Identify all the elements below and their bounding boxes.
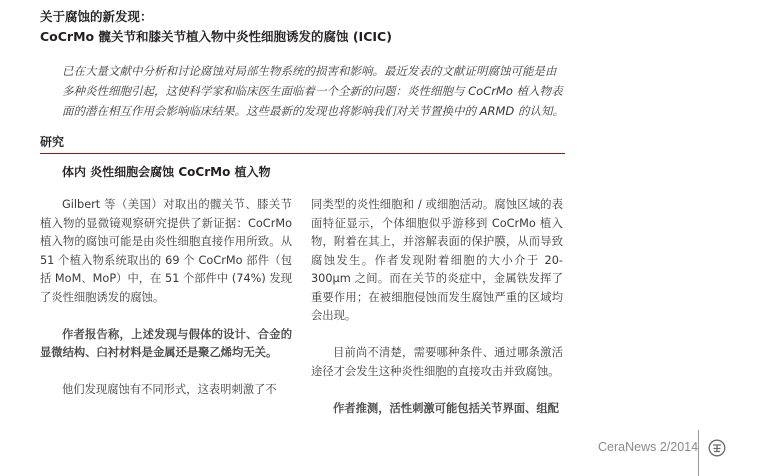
- section-divider: [40, 153, 565, 154]
- article-title-line-1: 关于腐蚀的新发现：: [40, 9, 153, 24]
- left-column: [40, 196, 292, 400]
- publication-footer: CeraNews 2/2014: [598, 440, 699, 454]
- right-column: [311, 196, 563, 418]
- article-title-line-2: CoCrMo 髋关节和膝关节植入物中炎性细胞诱发的腐蚀 (ICIC): [40, 29, 392, 44]
- right-paragraph-1: 同类型的炎性细胞和 / 或细胞活动。腐蚀区域的表面特征显示，个体细胞似乎游移到 CoCrMo 植入物，附着在其上，并溶解表面的保护膜，从而导致腐蚀发生。作者发现附着细胞的大小介于 20-300μm 之间。而在关节的炎症中，金属铁发挥了重要作用；在被细胞侵蚀而发生腐蚀严重的区域均会出现。: [311, 198, 563, 322]
- right-paragraph-2: 目前尚不清楚，需要哪种条件、通过哪条激活途径才会发生这种炎性细胞的直接攻击并致腐蚀。: [311, 346, 563, 378]
- ceramtec-logo-icon: [708, 439, 726, 457]
- intro-paragraph: 已在大量文献中分析和讨论腐蚀对局部生物系统的损害和影响。最近发表的文献证明腐蚀可能是由多种炎性细胞引起，这使科学家和临床医生面临着一个全新的问题：炎性细胞与 CoCrMo 植入物表面的潜在相互作用会影响临床结果。这些最新的发现也将影响我们对关节置换中的 ARMD 的认知。: [62, 64, 564, 118]
- left-paragraph-1: Gilbert 等（美国）对取出的髋关节、膝关节植入物的显微镜观察研究提供了新证据：CoCrMo 植入物的腐蚀可能是由炎性细胞直接作用所致。从 51 个植入物系统取出的 69 个 CoCrMo 部件（包括 MoM、MoP）中，在 51 个部件中 (74%) 发现了炎性细胞诱发的腐蚀。: [40, 198, 292, 304]
- right-paragraph-3: 作者推测，活性刺激可能包括关节界面、组配: [333, 401, 559, 415]
- left-paragraph-2: 作者报告称，上述发现与假体的设计、合金的显微结构、臼衬材料是金属还是聚乙烯均无关。: [40, 327, 292, 359]
- section-label: 研究: [40, 135, 65, 149]
- left-paragraph-3: 他们发现腐蚀有不同形式，这表明刺激了不: [62, 383, 277, 396]
- subheading: 体内 炎性细胞会腐蚀 CoCrMo 植入物: [62, 165, 271, 179]
- footer-divider: [698, 430, 699, 476]
